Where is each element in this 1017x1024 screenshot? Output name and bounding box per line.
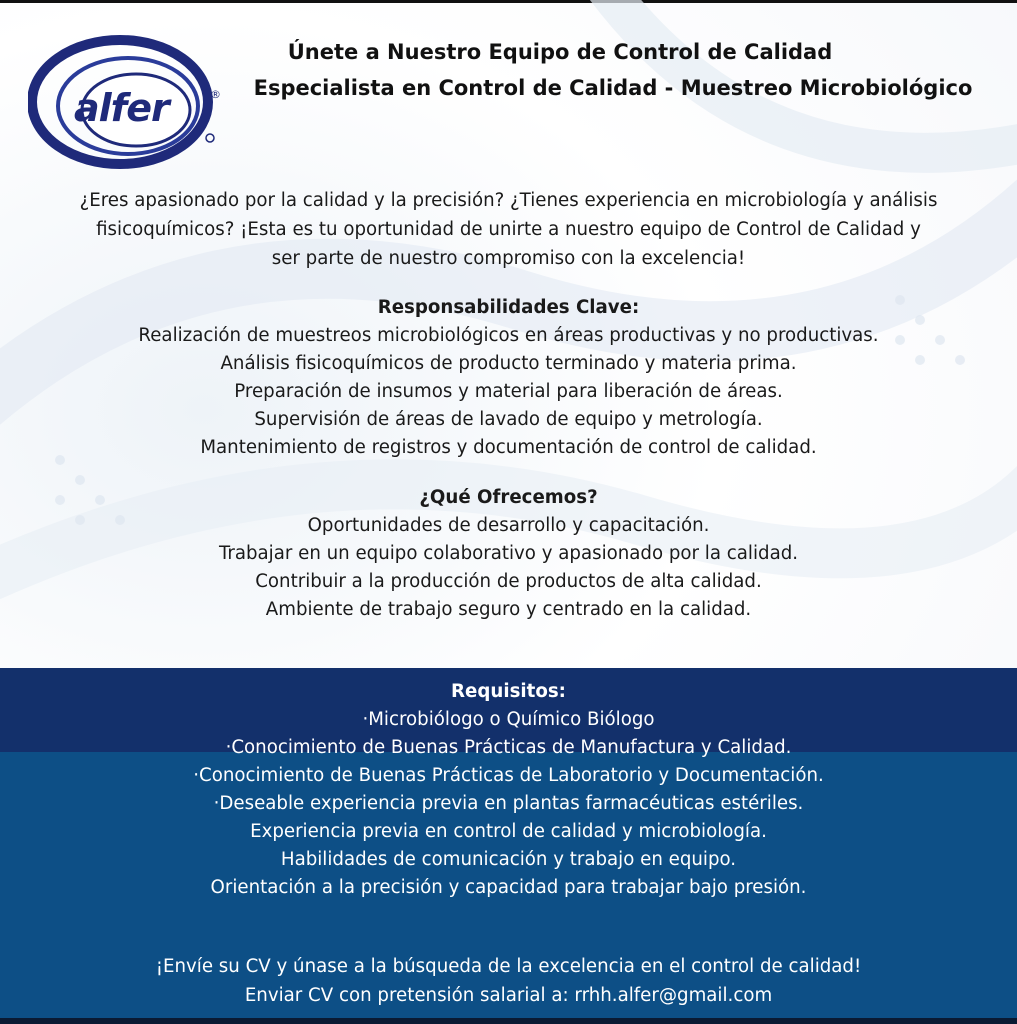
offer-heading: ¿Qué Ofrecemos?: [419, 487, 598, 508]
responsibility-item: Realización de muestreos microbiológicos en áreas productivas y no productivas.: [138, 325, 879, 346]
header-title: Únete a Nuestro Equipo de Control de Calidad: [287, 40, 833, 64]
responsibility-item: Supervisión de áreas de lavado de equipo y metrología.: [254, 409, 763, 430]
call-to-action: [0, 952, 1017, 1010]
header-subtitle: Especialista en Control de Calidad - Muestreo Microbiológico: [253, 76, 973, 100]
responsibilities-section: [0, 294, 1017, 462]
responsibility-item: Análisis fisicoquímicos de producto terminado y materia prima.: [220, 353, 797, 374]
offer-item: Contribuir a la producción de productos de alta calidad.: [255, 571, 762, 592]
intro-line: fisicoquímicos? ¡Esta es tu oportunidad de unirte a nuestro equipo de Control de Calidad y: [96, 219, 921, 240]
intro-line: ser parte de nuestro compromiso con la excelencia!: [271, 248, 746, 269]
offer-section: [0, 484, 1017, 624]
offer-item: Trabajar en un equipo colaborativo y apasionado por la calidad.: [218, 543, 799, 564]
requirement-item: Habilidades de comunicación y trabajo en equipo.: [280, 849, 737, 870]
cta-email-line: Enviar CV con pretensión salarial a: rrhh.alfer@gmail.com: [244, 985, 773, 1006]
requirement-item: ·Conocimiento de Buenas Prácticas de Manufactura y Calidad.: [225, 737, 792, 758]
registered-mark: ®: [210, 88, 221, 101]
responsibilities-heading: Responsabilidades Clave:: [377, 297, 640, 318]
requirement-item: Orientación a la precisión y capacidad para trabajar bajo presión.: [210, 877, 807, 898]
requirement-item: ·Conocimiento de Buenas Prácticas de Laboratorio y Documentación.: [193, 765, 824, 786]
offer-item: Oportunidades de desarrollo y capacitación.: [307, 515, 710, 536]
requirements-section: [0, 678, 1017, 902]
requirement-item: Experiencia previa en control de calidad y microbiología.: [250, 821, 767, 842]
requirements-heading: Requisitos:: [451, 681, 566, 702]
cta-line: ¡Envíe su CV y únase a la búsqueda de la excelencia en el control de calidad!: [155, 956, 862, 977]
intro-line: ¿Eres apasionado por la calidad y la precisión? ¿Tienes experiencia en microbiología y análisis: [79, 190, 938, 211]
logo-wordmark: alfer: [74, 86, 169, 130]
offer-item: Ambiente de trabajo seguro y centrado en la calidad.: [265, 599, 752, 620]
responsibility-item: Mantenimiento de registros y documentación de control de calidad.: [200, 437, 817, 458]
requirement-item: ·Microbiólogo o Químico Biólogo: [362, 709, 655, 730]
intro-paragraph: [20, 186, 997, 273]
requirement-item: ·Deseable experiencia previa en plantas farmacéuticas estériles.: [213, 793, 804, 814]
bottom-border: [0, 1018, 1017, 1024]
responsibility-item: Preparación de insumos y material para liberación de áreas.: [234, 381, 783, 402]
top-border: [0, 0, 1017, 3]
